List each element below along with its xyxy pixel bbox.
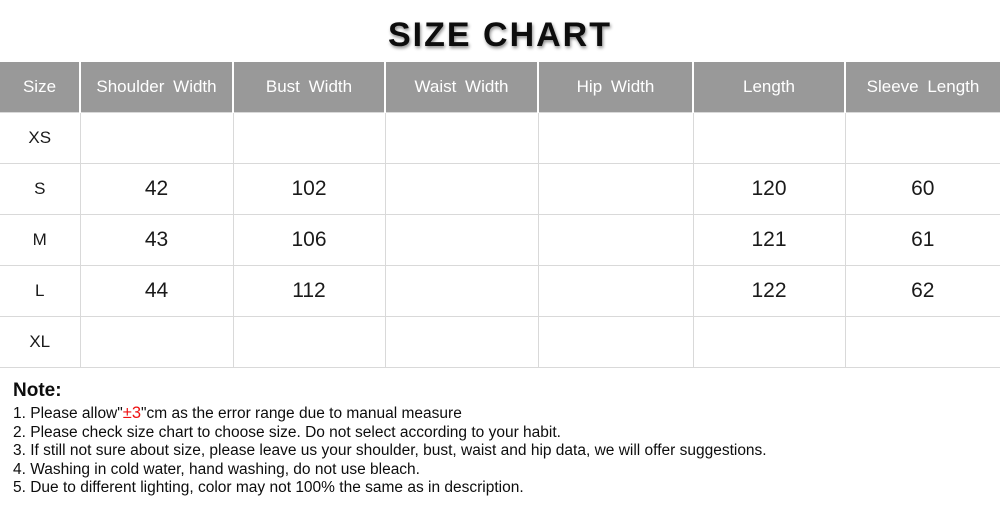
value-cell	[385, 266, 538, 317]
value-cell	[233, 113, 385, 164]
value-cell	[385, 317, 538, 368]
tolerance-value: ±3	[122, 404, 141, 422]
header-cell-shoulder-width: Shoulder Width	[80, 62, 233, 113]
value-cell	[845, 113, 1000, 164]
size-chart-table	[0, 62, 1000, 368]
notes-list	[13, 404, 1000, 498]
table-row-xl	[0, 317, 1000, 368]
header-cell-hip-width: Hip Width	[538, 62, 693, 113]
page-title: SIZE CHART	[388, 16, 612, 54]
value-cell: 102	[233, 164, 385, 215]
table-row-l	[0, 266, 1000, 317]
size-label-cell: XS	[0, 113, 80, 164]
value-cell: 62	[845, 266, 1000, 317]
note-1-prefix: 1. Please allow"	[13, 405, 123, 422]
value-cell: 112	[233, 266, 385, 317]
note-item-2: 2. Please check size chart to choose size. Do not select according to your habit.	[13, 423, 561, 441]
value-cell	[538, 113, 693, 164]
size-label-cell: M	[0, 215, 80, 266]
value-cell: 61	[845, 215, 1000, 266]
header-cell-size: Size	[0, 62, 80, 113]
value-cell	[693, 317, 845, 368]
header-cell-bust-width: Bust Width	[233, 62, 385, 113]
value-cell: 44	[80, 266, 233, 317]
value-cell	[385, 164, 538, 215]
value-cell	[538, 164, 693, 215]
note-1-suffix: "cm as the error range due to manual measure	[141, 405, 462, 422]
value-cell: 120	[693, 164, 845, 215]
size-label-cell: XL	[0, 317, 80, 368]
value-cell	[385, 215, 538, 266]
value-cell	[845, 317, 1000, 368]
value-cell: 106	[233, 215, 385, 266]
value-cell: 122	[693, 266, 845, 317]
header-cell-waist-width: Waist Width	[385, 62, 538, 113]
table-row-xs	[0, 113, 1000, 164]
value-cell	[538, 215, 693, 266]
value-cell: 60	[845, 164, 1000, 215]
notes-heading: Note:	[13, 380, 62, 401]
note-item-3: 3. If still not sure about size, please leave us your shoulder, bust, waist and hip data, we will offer suggestions.	[13, 442, 767, 460]
value-cell	[80, 317, 233, 368]
value-cell	[538, 317, 693, 368]
table-row-s	[0, 164, 1000, 215]
size-label-cell: S	[0, 164, 80, 215]
value-cell	[693, 113, 845, 164]
note-item-5: 5. Due to different lighting, color may not 100% the same as in description.	[13, 479, 524, 497]
note-item-4: 4. Washing in cold water, hand washing, do not use bleach.	[13, 460, 420, 478]
value-cell: 121	[693, 215, 845, 266]
note-item-1	[13, 404, 1000, 424]
value-cell	[385, 113, 538, 164]
value-cell	[538, 266, 693, 317]
header-cell-sleeve-length: Sleeve Length	[845, 62, 1000, 113]
header-cell-length: Length	[693, 62, 845, 113]
value-cell	[80, 113, 233, 164]
notes-section	[0, 368, 1000, 498]
table-header-row	[0, 62, 1000, 113]
table-row-m	[0, 215, 1000, 266]
value-cell: 42	[80, 164, 233, 215]
size-label-cell: L	[0, 266, 80, 317]
value-cell: 43	[80, 215, 233, 266]
value-cell	[233, 317, 385, 368]
